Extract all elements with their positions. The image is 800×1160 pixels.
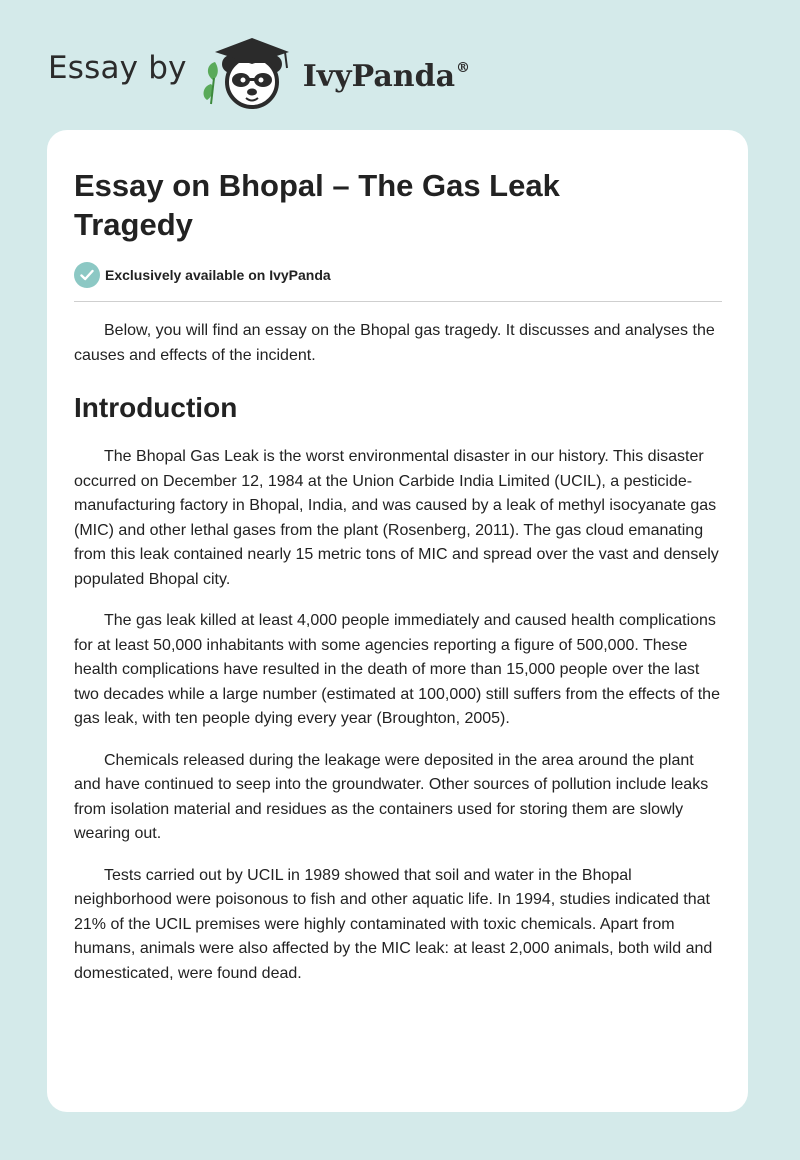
body-paragraph: Tests carried out by UCIL in 1989 showed that soil and water in the Bhopal neighborhood were poisonous to fish and other aquatic life. In 1994, studies indicated that 21% of the UCIL premises were highly contaminated with toxic chemicals. Apart from humans, animals were also affected by the MIC leak: at least 2,000 animals, both wild and domesticated, were found dead.	[74, 866, 713, 982]
leaf-icon	[203, 62, 217, 104]
registered-mark: ®	[456, 59, 471, 76]
exclusive-badge	[74, 262, 722, 288]
brand-prefix: Essay by	[48, 50, 187, 86]
divider	[74, 301, 722, 302]
check-icon	[74, 262, 100, 288]
page-title: Essay on Bhopal – The Gas Leak Tragedy	[74, 168, 560, 242]
exclusive-label: Exclusively available on IvyPanda	[105, 267, 331, 283]
panda-graduate-icon[interactable]	[201, 34, 301, 114]
body-paragraph: The gas leak killed at least 4,000 people immediately and caused health complications for at least 50,000 inhabitants with some agencies reporting a figure of 500,000. These health complications have resulted in the death of more than 15,000 people over the last two decades while a large number (estimated at 100,000) still suffers from the effects of the gas leak, with ten people dying every year (Broughton, 2005).	[74, 612, 720, 727]
body-paragraph: Chemicals released during the leakage were deposited in the area around the plant and have continued to seep into the groundwater. Other sources of pollution include leaks from isolation material and residues as the containers used for storing them are slowly wearing out.	[74, 751, 709, 842]
intro-paragraph: Below, you will find an essay on the Bhopal gas tragedy. It discusses and analyses the causes and effects of the incident.	[74, 322, 715, 364]
body-paragraph: The Bhopal Gas Leak is the worst environmental disaster in our history. This disaster occurred on December 12, 1984 at the Union Carbide India Limited (UCIL), a pesticide-manufacturing factory in Bhopal, India, and was caused by a leak of methyl isocyanate gas (MIC) and other lethal gases from the plant (Rosenberg, 2011). The gas cloud emanating from this leak contained nearly 15 metric tons of MIC and spread over the vast and densely populated Bhopal city.	[74, 448, 719, 588]
site-header	[48, 34, 470, 114]
section-heading-introduction: Introduction	[74, 392, 238, 423]
brand-name[interactable]: IvyPanda®	[302, 58, 471, 94]
essay-card	[47, 130, 748, 1112]
